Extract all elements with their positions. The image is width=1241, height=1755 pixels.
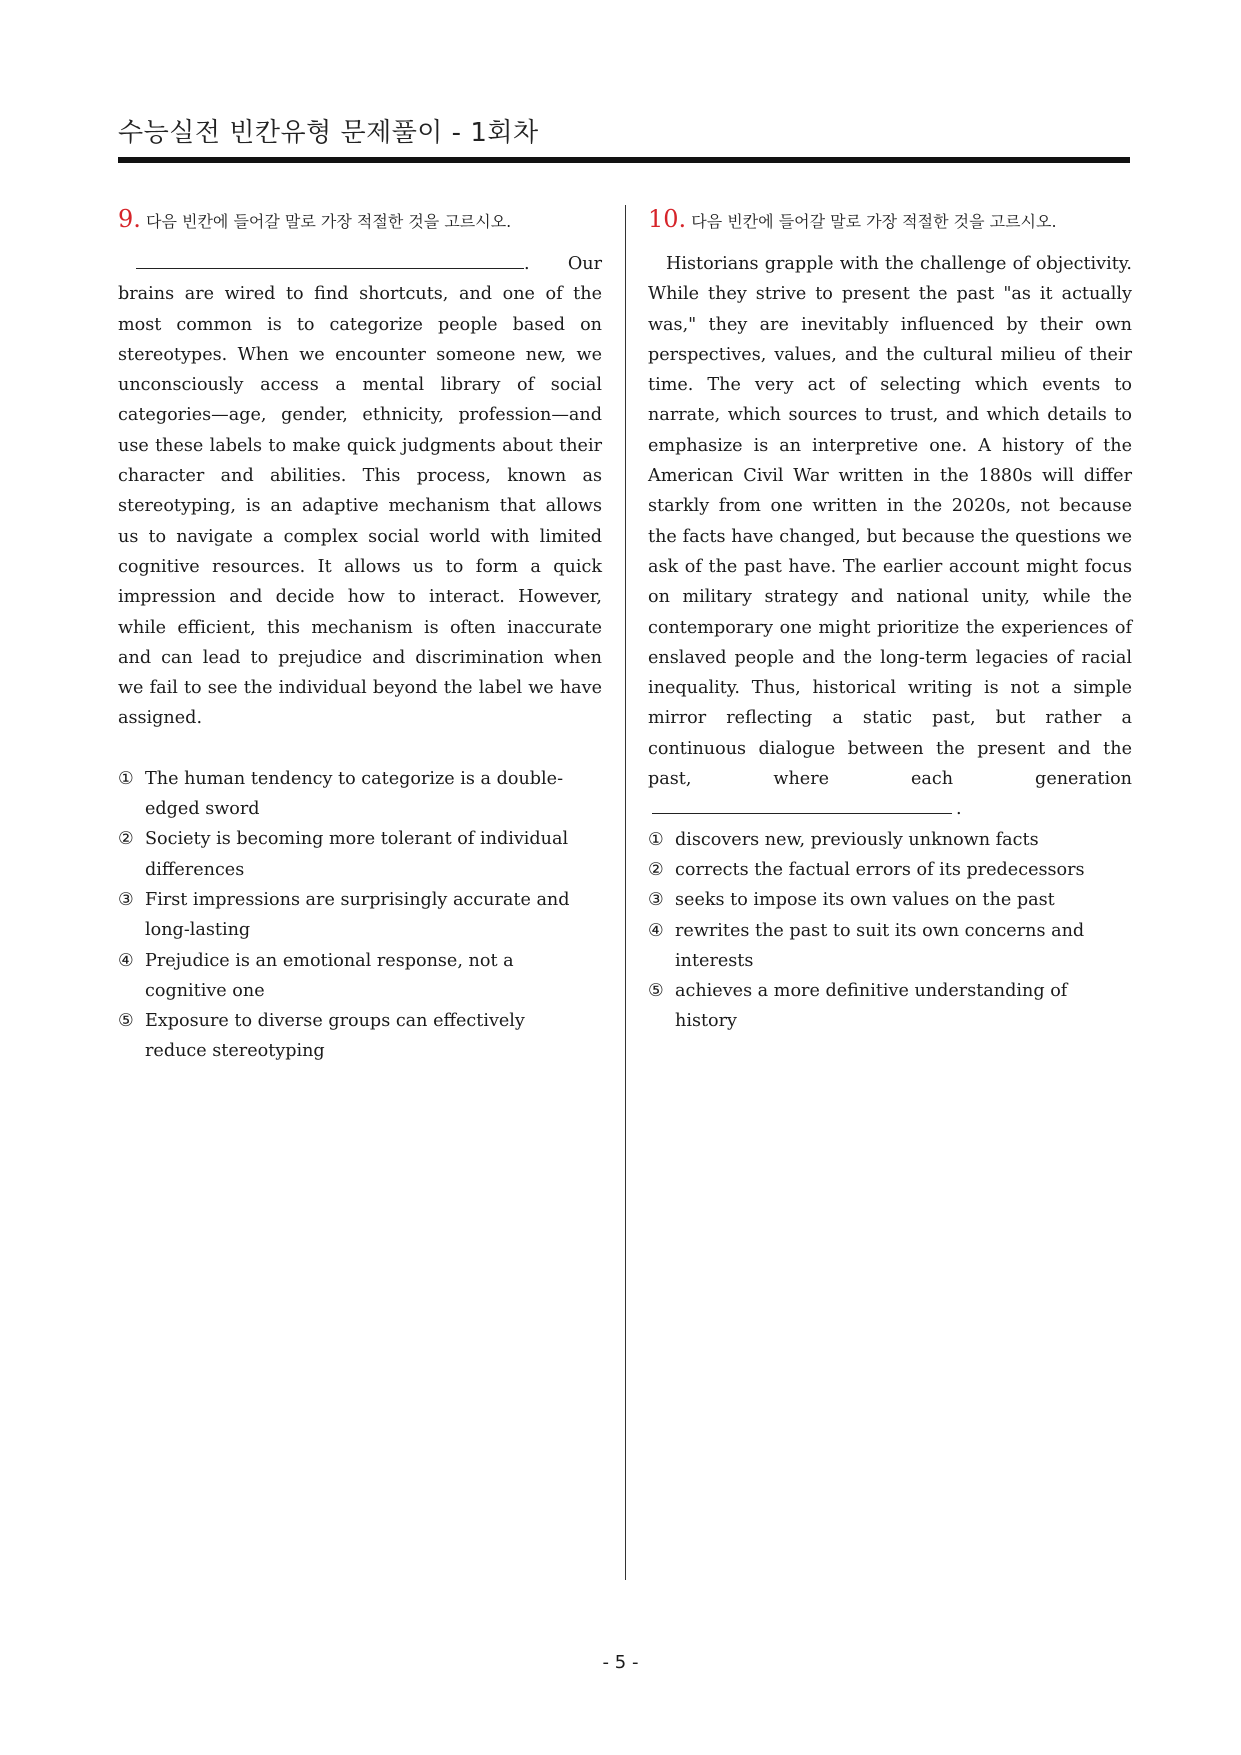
- option-mark: ②: [118, 829, 134, 850]
- question-10: [648, 205, 1132, 1037]
- option-text: rewrites the past to suit its own concerns and interests: [675, 920, 1085, 971]
- option-mark: ①: [118, 768, 134, 789]
- option-text: achieves a more definitive understanding of history: [675, 981, 1068, 1032]
- question-instruction: 다음 빈칸에 들어갈 말로 가장 적절한 것을 고르시오.: [146, 212, 512, 231]
- passage-text: Historians grapple with the challenge of objectivity. While they strive to present the past "as it actually was," they are inevitably influenced by their own perspectives, values, and the cultural milieu of their time. The very act of selecting which events to narrate, which sources to trust, and which details to emphasize is an interpretive one. A history of the American Civil War written in the 1880s will differ starkly from one written in the 2020s, not because the facts have changed, but because the questions we ask of the past have. The earlier account might focus on military strategy and national unity, while the contemporary one might prioritize the experiences of enslaved people and the long-term legacies of racial inequality. Thus, historical writing is not a simple mirror reflecting a static past, but rather a continuous dialogue between the present and the past, where each generation: [648, 254, 1132, 790]
- question-number: 10.: [648, 205, 687, 233]
- option-text: corrects the factual errors of its predecessors: [675, 859, 1085, 880]
- option-5[interactable]: [648, 976, 1132, 1037]
- option-text: Prejudice is an emotional response, not a cognitive one: [145, 950, 514, 1001]
- option-text: First impressions are surprisingly accurate and long-lasting: [145, 889, 570, 941]
- option-3[interactable]: [118, 885, 602, 946]
- option-1[interactable]: [648, 825, 1132, 855]
- option-mark: ④: [118, 950, 134, 971]
- option-text: Exposure to diverse groups can effectively reduce stereotyping: [145, 1011, 525, 1062]
- passage-end: .: [956, 799, 962, 820]
- answer-options: [648, 825, 1132, 1037]
- question-instruction: 다음 빈칸에 들어갈 말로 가장 적절한 것을 고르시오.: [691, 212, 1057, 231]
- option-mark: ①: [648, 829, 664, 850]
- option-2[interactable]: [648, 855, 1132, 885]
- option-text: discovers new, previously unknown facts: [675, 829, 1039, 850]
- page-title: 수능실전 빈칸유형 문제풀이 - 1회차: [118, 118, 539, 148]
- answer-options: [118, 764, 602, 1067]
- option-mark: ②: [648, 859, 664, 880]
- question-9: [118, 205, 602, 1067]
- question-number: 9.: [118, 205, 141, 233]
- option-4[interactable]: [648, 916, 1132, 977]
- option-text: seeks to impose its own values on the past: [675, 890, 1055, 911]
- option-text: Society is becoming more tolerant of individual differences: [145, 829, 569, 880]
- option-5[interactable]: [118, 1006, 602, 1067]
- option-mark: ④: [648, 920, 664, 941]
- header-rule: [118, 157, 1130, 163]
- page-number: - 5 -: [602, 1652, 639, 1673]
- option-mark: ⑤: [648, 981, 664, 1002]
- option-1[interactable]: [118, 764, 602, 825]
- option-2[interactable]: [118, 824, 602, 885]
- answer-blank: [136, 250, 524, 269]
- option-mark: ③: [118, 889, 134, 910]
- passage-text: . Our brains are wired to find shortcuts, and one of the most common is to categorize people based on stereotypes. When we encounter someone new, we unconsciously access a mental library of social categories—age, gender, ethnicity, profession—and use these labels to make quick judgments about their character and abilities. This process, known as stereotyping, is an adaptive mechanism that allows us to navigate a complex social world with limited cognitive resources. It allows us to form a quick impression and decide how to interact. However, while efficient, this mechanism is often inaccurate and can lead to prejudice and discrimination when we fail to see the individual beyond the label we have assigned.: [118, 254, 602, 729]
- option-4[interactable]: [118, 946, 602, 1007]
- answer-blank: [652, 795, 952, 814]
- option-text: The human tendency to categorize is a double-edged sword: [145, 768, 564, 820]
- column-divider: [625, 205, 626, 1580]
- passage: [118, 249, 602, 734]
- option-mark: ③: [648, 890, 664, 911]
- option-mark: ⑤: [118, 1011, 134, 1032]
- question-header: [648, 205, 1132, 233]
- option-3[interactable]: [648, 885, 1132, 915]
- passage: [648, 249, 1132, 825]
- question-header: [118, 205, 602, 233]
